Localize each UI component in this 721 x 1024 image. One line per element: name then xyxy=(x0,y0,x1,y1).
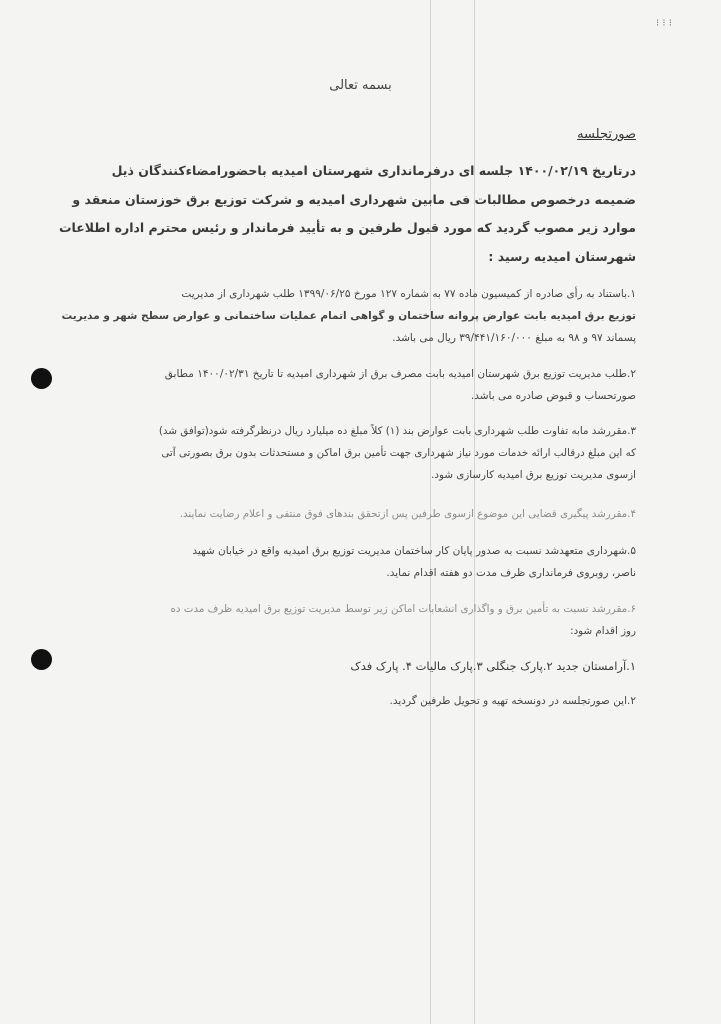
item-1 xyxy=(62,283,636,349)
punch-hole xyxy=(31,649,52,670)
intro-line: شهرستان امیدیه رسید : xyxy=(488,248,636,264)
item-line: ازسوی مدیریت توزیع برق امیدیه کارسازی شود. xyxy=(431,469,636,481)
item-line: ناصر، روبروی فرمانداری ظرف مدت دو هفته اقدام نماید. xyxy=(386,567,636,579)
item-line: ۴.مقررشد پیگیری قضایی این موضوع ازسوی طرفین پس ازتحقق بندهای فوق منتفی و اعلام رضایت نمایند. xyxy=(179,508,636,520)
minutes-title: صورتجلسه xyxy=(577,127,636,142)
item-3 xyxy=(159,420,636,486)
intro-line: موارد زیر مصوب گردید که مورد قبول طرفین و به تأیید فرماندار و رئیس محترم اداره اطلاعات xyxy=(58,220,636,235)
basmala-heading: بسمه تعالی xyxy=(329,78,392,93)
item-line: پسماند ۹۷ و ۹۸ به مبلغ ۳۹/۴۴۱/۱۶۰/۰۰۰ ریال می باشد. xyxy=(392,332,636,344)
item-5 xyxy=(192,540,636,584)
item-line: توزیع برق امیدیه بابت عوارض پروانه ساختمان و گواهی اتمام عملیات ساختمانی و عوارض سطح شهر و مدیریت xyxy=(61,310,636,322)
intro-paragraph xyxy=(59,157,636,271)
item-6 xyxy=(171,598,637,642)
item-line: ۱.باستناد به رأی صادره از کمیسیون ماده ۷۷ به شماره ۱۲۷ مورخ ۱۳۹۹/۰۶/۲۵ طلب شهرداری از مدیریت xyxy=(181,288,636,300)
item-line: روز اقدام شود: xyxy=(570,625,636,637)
item-line: که این مبلغ درقالب ارائه خدمات مورد نیاز شهرداری جهت تأمین برق اماکن و مستحدثات بدون برق بصورتی آتی xyxy=(161,447,636,459)
item-line: ۵.شهرداری متعهدشد نسبت به صدور پایان کار ساختمان مدیریت توزیع برق امیدیه واقع در خیابان شهید xyxy=(192,545,636,557)
parks-list: ۱.آرامستان جدید ۲.پارک جنگلی ۳.پارک مالیات ۴. پارک فدک xyxy=(350,659,636,673)
item-4 xyxy=(180,503,636,525)
item-line: ۳.مقررشد مابه تفاوت طلب شهرداری بابت عوارض بند (۱) کلاً مبلغ ده میلیارد ریال درنظرگرفته شود(توافق شد) xyxy=(158,425,636,437)
punch-hole xyxy=(31,368,52,389)
item-line: ۲.طلب مدیریت توزیع برق شهرستان امیدیه بابت مصرف برق از شهرداری امیدیه تا تاریخ ۱۴۰۰/۰۲/۳۱ مطابق xyxy=(164,368,636,380)
intro-line: ضمیمه درخصوص مطالبات فی مابین شهرداری امیدیه و شرکت توزیع برق خوزستان منعقد و xyxy=(72,191,636,207)
corner-mark: ⁝ ⁝ ⁝ xyxy=(656,18,672,29)
intro-line: درتاریخ ۱۴۰۰/۰۲/۱۹ جلسه ای درفرمانداری شهرستان امیدیه باحضورامضاءکنندگان ذیل xyxy=(111,163,636,178)
item-line: ۶.مقررشد نسبت به تأمین برق و واگذاری انشعابات اماکن زیر توسط مدیریت توزیع برق امیدیه ظرف مدت ده xyxy=(170,603,636,615)
closing-line: ۲.این صورتجلسه در دونسخه تهیه و تحویل طرفین گردید. xyxy=(389,695,636,707)
item-line: صورتحساب و قبوض صادره می باشد. xyxy=(470,390,636,402)
item-2 xyxy=(165,363,636,407)
